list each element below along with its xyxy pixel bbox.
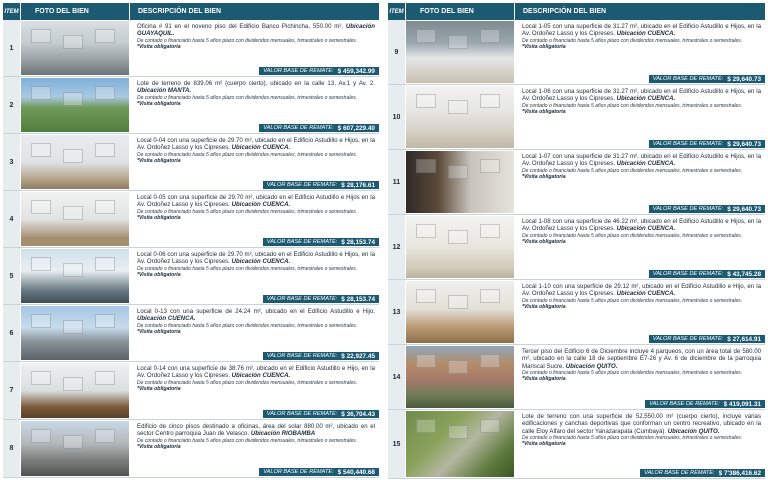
description-text: Local 1-10 con una superficie de 29.12 m², ubicado en el Edificio Astudillo e Hijo, en la Av. Ordoñez Lasso y los Cipreses. <box>522 283 761 298</box>
financing-text: De contado o financiado hasta 5 años plazo con dividendos mensuales, trimestrales o semestrales. <box>522 297 743 304</box>
item-number: 9 <box>388 20 405 84</box>
price-value: $ 27,614.91 <box>727 335 761 343</box>
listing-row <box>388 150 765 215</box>
property-description <box>130 77 379 133</box>
price-value: $ 459,342.99 <box>337 67 375 75</box>
property-description <box>130 134 379 190</box>
property-photo <box>21 306 129 360</box>
location-text: Ubicación CUENCA. <box>231 201 291 209</box>
price-badge <box>263 181 379 189</box>
visit-note: *Visita obligatoria <box>522 174 566 181</box>
price-label: VALOR BASE DE REMATE: <box>266 353 338 359</box>
listing-row <box>3 20 379 77</box>
item-number: 3 <box>3 134 20 190</box>
visit-note: *Visita obligatoria <box>522 376 566 383</box>
description-text: Local 0-13 con una superficie de 24.24 m², ubicado en el Edificio Astudillo e Hijo. <box>137 308 375 315</box>
visit-note: *Visita obligatoria <box>137 329 181 336</box>
header-foto: FOTO DEL BIEN <box>21 3 129 20</box>
item-number: 7 <box>3 362 20 419</box>
price-badge <box>259 124 379 132</box>
description-text: Local 1-05 con una superficie de 31.27 m², ubicado en el Edificio Astudillo e Hijos, en la Av. Ordoñez Lasso y los Cipreses. <box>522 23 761 38</box>
property-description <box>515 85 765 149</box>
listing-row <box>3 77 379 134</box>
price-badge <box>649 270 765 278</box>
visit-note: *Visita obligatoria <box>522 304 566 311</box>
visit-note: *Visita obligatoria <box>522 109 566 116</box>
listing-row <box>3 134 379 191</box>
property-description <box>515 410 765 478</box>
table-header <box>388 3 765 20</box>
property-photo <box>406 86 514 148</box>
property-description <box>515 215 765 279</box>
location-text: Ubicación CUENCA. <box>137 315 196 323</box>
description-text: Local 0-04 con una superficie de 29.70 m², ubicado en el Edificio Astudillo e Hijos, en la Av. Ordoñez Lasso y los Cipreses. <box>137 137 375 152</box>
financing-text: De contado o financiado hasta 5 años plazo con dividendos mensuales, trimestrales o semestrales. <box>137 322 358 329</box>
location-text: Ubicación CUENCA. <box>616 225 676 233</box>
description-text: Tercer piso del Edificio 6 de Diciembre incluye 4 parqueos, con un área total de 580.00 m², ubicado en la calle 18 de septiembre E7-26 y Av. 6 de diciembre de la parroquia Mariscal Sucre. <box>522 348 761 370</box>
price-value: $ 29,640.73 <box>727 205 761 213</box>
price-label: VALOR BASE DE REMATE: <box>652 141 724 147</box>
description-text: Local 1-06 con una superficie de 31.27 m², ubicado en el Edificio Astudillo e Hijos, en la Av. Ordoñez Lasso y los Cipreses. <box>522 88 761 103</box>
listing-row <box>388 410 765 479</box>
financing-text: De contado o financiado hasta 5 años plazo con dividendos mensuales, trimestrales o semestrales. <box>522 167 743 174</box>
financing-text: De contado o financiado hasta 5 años plazo con dividendos mensuales, trimestrales o semestrales. <box>522 434 743 441</box>
price-badge <box>259 67 379 75</box>
listing-row <box>388 20 765 85</box>
listing-row <box>388 345 765 410</box>
visit-note: *Visita obligatoria <box>137 444 181 451</box>
item-number: 6 <box>3 305 20 361</box>
description-text: Local 1-07 con una superficie de 31.27 m², ubicado en el Edificio Astudillo e Hijos, en la Av. Ordoñez Lasso y los Cipreses. <box>522 153 761 168</box>
property-photo <box>406 411 514 477</box>
price-value: $ 36,704.43 <box>341 410 375 418</box>
price-label: VALOR BASE DE REMATE: <box>266 411 338 417</box>
property-description <box>130 420 379 477</box>
location-text: Ubicación QUITO. <box>565 362 618 370</box>
property-photo <box>21 135 129 189</box>
property-photo <box>21 363 129 418</box>
property-description <box>515 280 765 344</box>
price-badge <box>649 205 765 213</box>
price-value: $ 28,176.61 <box>341 181 375 189</box>
price-label: VALOR BASE DE REMATE: <box>652 271 724 277</box>
price-value: $ 607,229.40 <box>337 124 375 132</box>
header-item: ITEM <box>388 3 405 20</box>
visit-note: *Visita obligatoria <box>137 386 181 393</box>
property-photo <box>21 249 129 303</box>
description-text: Local 0-14 con una superficie de 38.76 m², ubicado en el Edificio Astudillo e Hijo, en la Av. Ordoñez Lasso y los Cipreses. <box>137 365 375 380</box>
property-description <box>130 305 379 361</box>
financing-text: De contado o financiado hasta 5 años plazo con dividendos mensuales, trimestrales o semestrales. <box>137 379 358 386</box>
listing-row <box>3 420 379 478</box>
property-photo <box>406 216 514 278</box>
item-number: 10 <box>388 85 405 149</box>
header-foto: FOTO DEL BIEN <box>406 3 514 20</box>
price-badge <box>263 295 379 303</box>
item-number: 14 <box>388 345 405 409</box>
item-number: 11 <box>388 150 405 214</box>
financing-text: De contado o financiado hasta 5 años plazo con dividendos mensuales, trimestrales o semestrales. <box>522 232 743 239</box>
price-badge <box>645 400 765 408</box>
financing-text: De contado o financiado hasta 5 años plazo con dividendos mensuales, trimestrales o semestrales. <box>522 102 743 109</box>
header-descripcion: DESCRIPCIÓN DEL BIEN <box>130 3 379 20</box>
item-number: 8 <box>3 420 20 477</box>
price-badge <box>649 335 765 343</box>
location-text: Ubicación CUENCA. <box>231 144 291 152</box>
location-text: Ubicación CUENCA. <box>616 95 676 103</box>
financing-text: De contado o financiado hasta 5 años plazo con dividendos mensuales, trimestrales o semestrales. <box>137 208 358 215</box>
price-label: VALOR BASE DE REMATE: <box>266 296 338 302</box>
item-number: 13 <box>388 280 405 344</box>
property-description <box>130 191 379 247</box>
visit-note: *Visita obligatoria <box>522 441 566 448</box>
price-label: VALOR BASE DE REMATE: <box>263 125 334 131</box>
property-description <box>515 150 765 214</box>
price-badge <box>263 238 379 246</box>
price-label: VALOR BASE DE REMATE: <box>649 401 720 407</box>
price-value: $ 7'386,416.62 <box>718 469 761 477</box>
price-badge <box>263 352 379 360</box>
financing-text: De contado o financiado hasta 5 años plazo con dividendos mensuales, trimestrales o semestrales. <box>137 437 358 444</box>
description-text: Local 1-08 con una superficie de 46.22 m², ubicado en el Edificio Astudillo e Hijos, en la Av. Ordoñez Lasso y los Cipreses. <box>522 218 761 233</box>
description-text: Local 0-06 con una superficie de 29.70 m², ubicado en el Edificio Astudillo e Hijos, en la Av. Ordoñez Lasso y los Cipreses. <box>137 251 375 266</box>
property-photo <box>406 346 514 408</box>
price-value: $ 29,640.73 <box>727 140 761 148</box>
property-photo <box>21 78 129 132</box>
price-value: $ 419,091.31 <box>723 400 761 408</box>
item-number: 2 <box>3 77 20 133</box>
location-text: Ubicación CUENCA. <box>616 30 676 38</box>
description-text: Local 0-05 con una superficie de 29.70 m², ubicado en el Edificio Astudillo e Hijos en la Av. Ordoñez Lasso y los Cipreses. <box>137 194 375 209</box>
property-description <box>515 345 765 409</box>
financing-text: De contado o financiado hasta 5 años plazo con dividendos mensuales, trimestrales o semestrales. <box>137 151 358 158</box>
listing-row <box>3 305 379 362</box>
financing-text: De contado o financiado hasta 5 años plazo con dividendos mensuales, trimestrales o semestrales. <box>522 37 743 44</box>
price-value: $ 540,440.68 <box>337 468 375 476</box>
listing-row <box>3 362 379 420</box>
description-text: Lote de terreno de 839.06 m² (cuerpo cierto), ubicado en la calle 13, Av.1 y Av. 2. <box>137 80 375 87</box>
item-number: 12 <box>388 215 405 279</box>
price-badge <box>259 468 379 476</box>
visit-note: *Visita obligatoria <box>137 158 181 165</box>
property-photo <box>406 151 514 213</box>
table-header <box>3 3 379 20</box>
price-value: $ 28,153.74 <box>341 238 375 246</box>
price-value: $ 28,153.74 <box>341 295 375 303</box>
item-number: 4 <box>3 191 20 247</box>
listing-row <box>3 248 379 305</box>
item-number: 15 <box>388 410 405 478</box>
financing-text: De contado o financiado hasta 5 años plazo con dividendos mensuales, trimestrales o semestrales. <box>522 369 743 376</box>
header-descripcion: DESCRIPCIÓN DEL BIEN <box>515 3 765 20</box>
price-badge <box>649 75 765 83</box>
price-label: VALOR BASE DE REMATE: <box>266 182 338 188</box>
location-text: Ubicación GUAYAQUIL. <box>137 23 375 38</box>
property-photo <box>21 192 129 246</box>
listing-row <box>388 215 765 280</box>
visit-note: *Visita obligatoria <box>137 44 181 51</box>
property-photo <box>406 21 514 83</box>
item-number: 5 <box>3 248 20 304</box>
location-text: Ubicación QUITO. <box>667 427 720 435</box>
property-photo <box>406 281 514 343</box>
listing-row <box>388 280 765 345</box>
property-description <box>130 20 379 76</box>
description-text: Edificio de cinco pisos destinado a oficinas, área del solar 880.00 m², ubicado en el sector Centro parroquia Juan de Velasco. <box>137 423 375 438</box>
location-text: Ubicación CUENCA. <box>616 160 676 168</box>
property-photo <box>21 421 129 476</box>
financing-text: De contado o financiado hasta 5 años plazo con dividendos mensuales, trimestrales o semestrales. <box>137 37 358 44</box>
visit-note: *Visita obligatoria <box>137 272 181 279</box>
location-text: Ubicación RIOBAMBA <box>250 430 316 438</box>
location-text: Ubicación CUENCA. <box>231 258 291 266</box>
price-value: $ 43,745.28 <box>727 270 761 278</box>
price-badge <box>640 469 765 477</box>
price-badge <box>263 410 379 418</box>
price-label: VALOR BASE DE REMATE: <box>263 68 334 74</box>
price-label: VALOR BASE DE REMATE: <box>644 470 715 476</box>
location-text: Ubicación MANTA. <box>137 87 192 95</box>
visit-note: *Visita obligatoria <box>522 239 566 246</box>
description-text: Lote de terreno con una superficie de 52,550.00 m² (cuerpo cierto), incluye varias edificaciones y canchas deportivas que conforman un centro recreativo, ubicado en la calle Eloy Alfaro del sector Yanazarapata (Cumbayá). <box>522 413 761 435</box>
visit-note: *Visita obligatoria <box>137 215 181 222</box>
property-description <box>130 248 379 304</box>
location-text: Ubicación CUENCA. <box>616 290 676 298</box>
property-description <box>130 362 379 419</box>
price-label: VALOR BASE DE REMATE: <box>263 469 334 475</box>
property-description <box>515 20 765 84</box>
price-label: VALOR BASE DE REMATE: <box>652 336 724 342</box>
listing-row <box>388 85 765 150</box>
price-value: $ 29,640.73 <box>727 75 761 83</box>
visit-note: *Visita obligatoria <box>137 101 181 108</box>
description-text: Oficina # 91 en el noveno piso del Edificio Banco Pichincha, 550.00 m². <box>137 23 344 30</box>
financing-text: De contado o financiado hasta 5 años plazo con dividendos mensuales, trimestrales o semestrales. <box>137 265 358 272</box>
price-label: VALOR BASE DE REMATE: <box>266 239 338 245</box>
price-label: VALOR BASE DE REMATE: <box>652 76 724 82</box>
header-item: ITEM <box>3 3 20 20</box>
left-column <box>3 3 379 478</box>
listing-row <box>3 191 379 248</box>
visit-note: *Visita obligatoria <box>522 44 566 51</box>
price-label: VALOR BASE DE REMATE: <box>652 206 724 212</box>
price-badge <box>649 140 765 148</box>
price-value: $ 22,927.45 <box>341 352 375 360</box>
right-column <box>388 3 765 479</box>
property-photo <box>21 21 129 75</box>
item-number: 1 <box>3 20 20 76</box>
financing-text: De contado o financiado hasta 5 años plazo con dividendos mensuales, trimestrales o semestrales. <box>137 94 358 101</box>
location-text: Ubicación CUENCA. <box>231 372 291 380</box>
